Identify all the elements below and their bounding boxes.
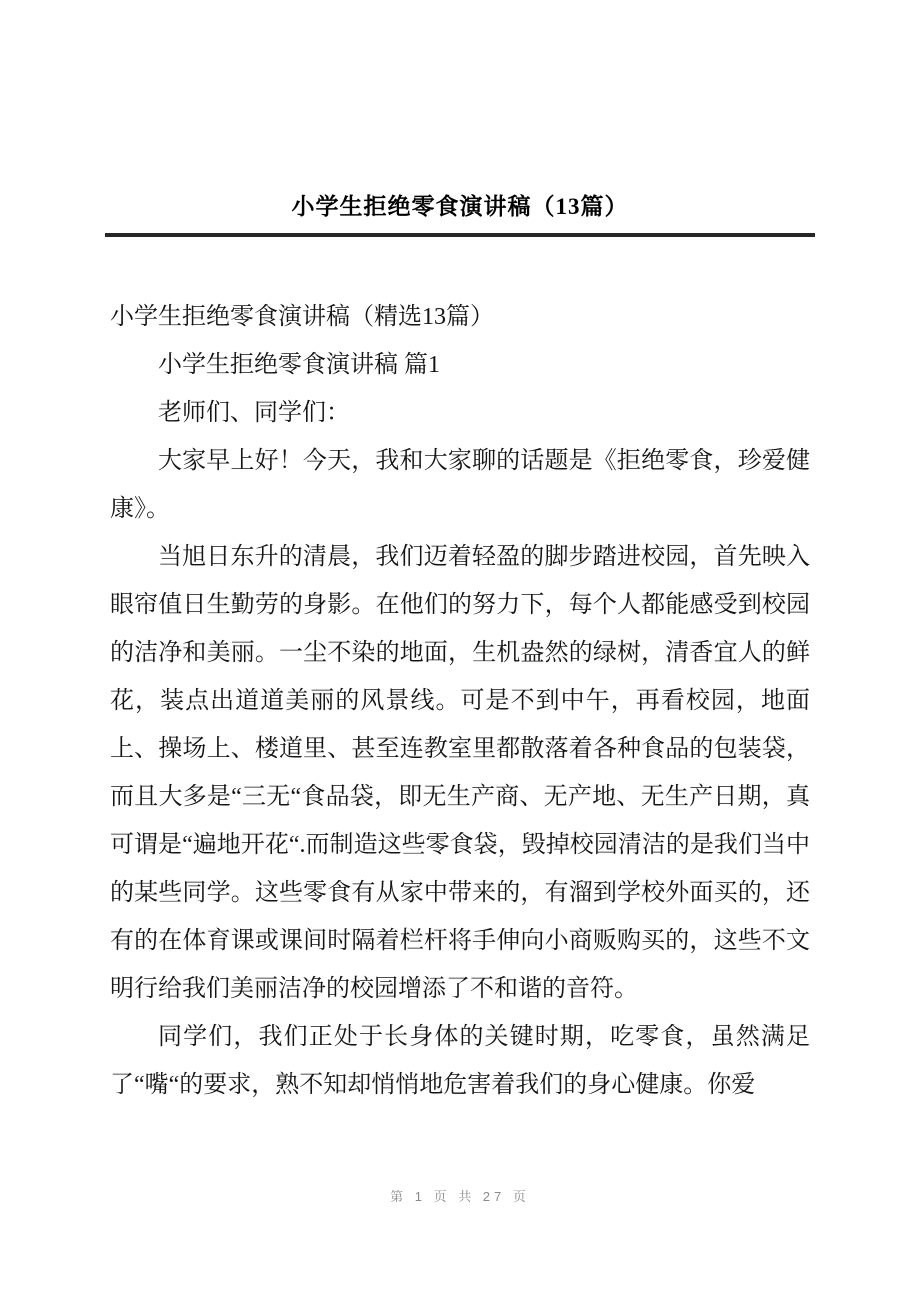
paragraph-subheading: 小学生拒绝零食演讲稿 篇1 <box>158 352 440 378</box>
document-title: 小学生拒绝零食演讲稿（13篇） <box>291 194 629 219</box>
paragraph-heading: 小学生拒绝零食演讲稿（精选13篇） <box>110 304 494 330</box>
paragraph-salutation: 老师们、同学们： <box>158 400 350 426</box>
paragraph-body: 当旭日东升的清晨，我们迈着轻盈的脚步踏进校园，首先映入眼帘值日生勤劳的身影。在他们的努力下，每个人都能感受到校园的洁净和美丽。一尘不染的地面，生机盎然的绿树，清香宜人的鲜花，装点出道道美丽的风景线。可是不到中午，再看校园，地面上、操场上、楼道里、甚至连教室里都散落着各种食品的包装袋，而且大多是“三无“食品袋，即无生产商、无产地、无生产日期，真可谓是“遍地开花“.而制造这些零食袋，毁掉校园清洁的是我们当中的某些同学。这些零食有从家中带来的，有溜到学校外面买的，还有的在体育课或课间时隔着栏杆将手伸向小商贩购买的，这些不文明行给我们美丽洁净的校园增添了不和谐的音符。 <box>110 544 810 1002</box>
document-body <box>110 293 810 1109</box>
paragraph-body: 同学们，我们正处于长身体的关键时期，吃零食，虽然满足了“嘴“的要求，熟不知却悄悄地危害着我们的身心健康。你爱 <box>110 1024 810 1098</box>
title-divider <box>105 233 815 237</box>
paragraph-opening: 大家早上好！今天，我和大家聊的话题是《拒绝零食，珍爱健康》。 <box>110 448 810 522</box>
page-number: 第 1 页 共 27 页 <box>390 1189 530 1204</box>
page-footer <box>0 1186 920 1206</box>
